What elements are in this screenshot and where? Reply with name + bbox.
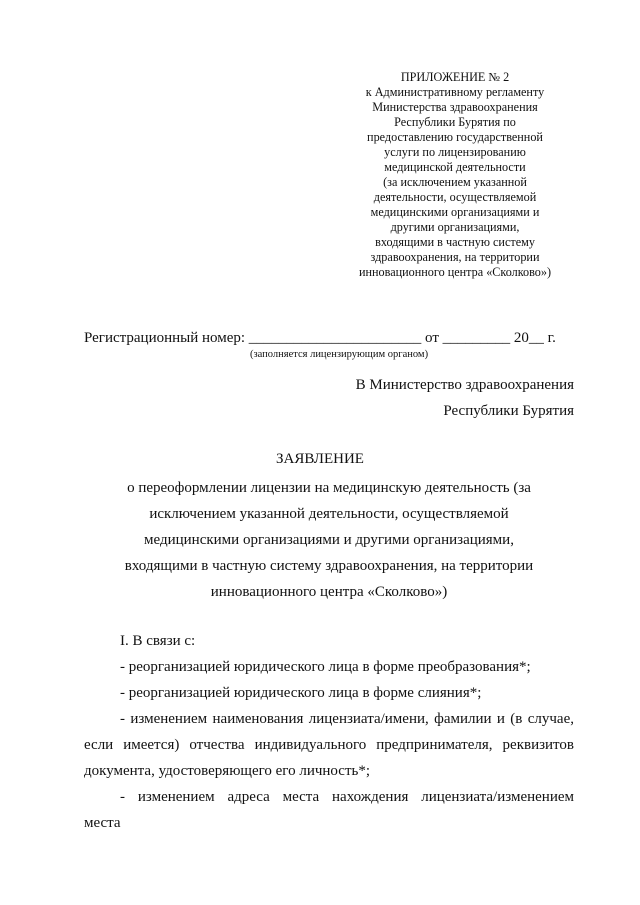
document-title: ЗАЯВЛЕНИЕ	[276, 451, 364, 467]
recipient-line: Республики Бурятия	[443, 403, 574, 419]
list-item: - изменением адреса места нахождения лицензиата/изменением	[120, 789, 574, 805]
appendix-line: инновационного центра «Сколково»)	[358, 265, 552, 279]
document-subtitle	[84, 475, 574, 605]
list-item-continuation: места	[84, 815, 121, 831]
section-heading: I. В связи с:	[120, 633, 196, 649]
appendix-line: медицинскими организациями и	[370, 205, 540, 219]
list-item: - реорганизацией юридического лица в форме преобразования*;	[120, 659, 531, 675]
appendix-line: предоставлению государственной	[367, 130, 543, 144]
list-item-continuation: документа, удостоверяющего его личность*;	[84, 763, 371, 779]
registration-number-line: Регистрационный номер: _______________________ от _________ 20__ г.	[84, 330, 556, 346]
appendix-line: здравоохранения, на территории	[370, 250, 540, 264]
subtitle-line: исключением указанной деятельности, осуществляемой	[149, 506, 509, 522]
appendix-line: деятельности, осуществляемой	[373, 190, 537, 204]
appendix-line: Республики Бурятия по	[394, 115, 516, 129]
appendix-line: медицинской деятельности	[384, 160, 526, 174]
subtitle-line: входящими в частную систему здравоохранения, на территории	[124, 558, 534, 574]
document-body	[84, 628, 574, 836]
subtitle-line: инновационного центра «Сколково»)	[210, 584, 448, 600]
appendix-line: (за исключением указанной	[383, 175, 527, 189]
recipient-line: В Министерство здравоохранения	[355, 377, 574, 393]
subtitle-line: медицинскими организациями и другими организациями,	[144, 532, 514, 548]
subtitle-line: о переоформлении лицензии на медицинскую деятельность (за	[127, 480, 531, 496]
appendix-line: другими организациями,	[390, 220, 520, 234]
list-item: - реорганизацией юридического лица в форме слияния*;	[120, 685, 482, 701]
recipient-block	[356, 372, 574, 424]
appendix-line: входящими в частную систему	[375, 235, 535, 249]
list-item-continuation: если имеется) отчества индивидуального предпринимателя, реквизитов	[84, 737, 574, 753]
registration-note: (заполняется лицензирующим органом)	[250, 349, 429, 360]
appendix-line: услуги по лицензированию	[384, 145, 526, 159]
appendix-header	[330, 70, 580, 280]
appendix-line: к Административному регламенту	[365, 85, 545, 99]
appendix-line: ПРИЛОЖЕНИЕ № 2	[400, 70, 510, 84]
appendix-line: Министерства здравоохранения	[372, 100, 538, 114]
list-item: - изменением наименования лицензиата/имени, фамилии и (в случае,	[120, 711, 574, 727]
